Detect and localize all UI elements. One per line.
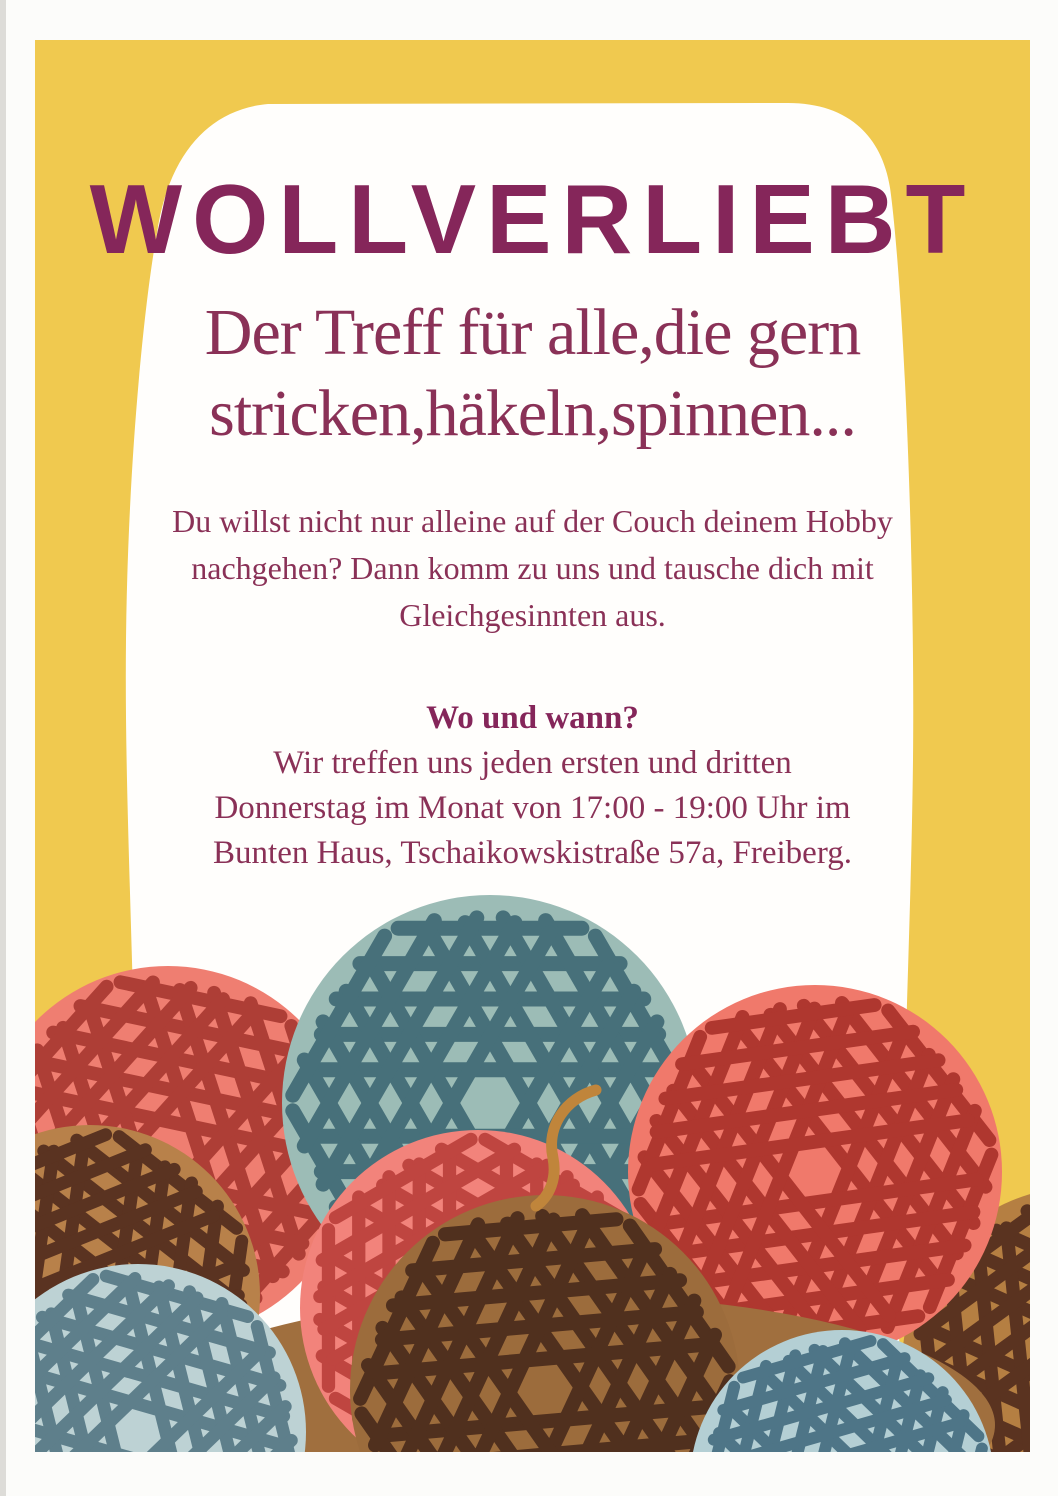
subtitle-line: stricken,häkeln,spinnen... bbox=[209, 377, 856, 450]
details-line: Donnerstag im Monat von 17:00 - 19:00 Uhr im bbox=[214, 790, 851, 826]
details-line: Bunten Haus, Tschaikowskistraße 57a, Freiberg. bbox=[213, 835, 852, 871]
yarn-balls-illustration bbox=[35, 40, 1030, 1452]
poster-title: WOLLVERLIEBT bbox=[89, 164, 976, 274]
section-heading: Wo und wann? bbox=[426, 700, 639, 736]
scan-edge-shadow bbox=[0, 0, 6, 1496]
intro-line: Du willst nicht nur alleine auf der Couch deinem Hobby bbox=[172, 503, 893, 539]
intro-line: nachgehen? Dann komm zu uns und tausche dich mit bbox=[191, 550, 874, 586]
subtitle-line: Der Treff für alle,die gern bbox=[204, 296, 861, 369]
details-line: Wir treffen uns jeden ersten und dritten bbox=[273, 745, 792, 781]
intro-line: Gleichgesinnten aus. bbox=[399, 597, 666, 633]
